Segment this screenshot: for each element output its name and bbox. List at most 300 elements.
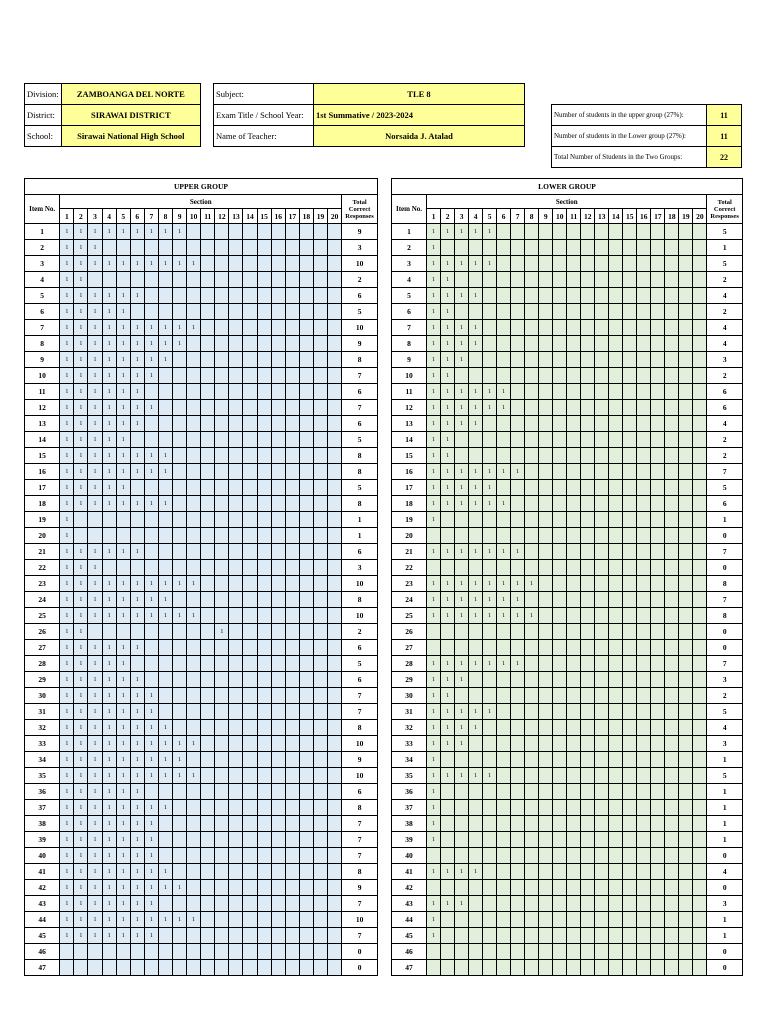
response-mark: 1 [116, 736, 130, 752]
item-number: 24 [392, 592, 427, 608]
total-correct: 4 [707, 288, 743, 304]
item-row [392, 448, 743, 464]
response-cell [328, 240, 342, 256]
response-mark: 1 [158, 800, 172, 816]
response-cell [553, 896, 567, 912]
response-cell [665, 544, 679, 560]
response-cell [497, 672, 511, 688]
response-mark: 1 [427, 672, 441, 688]
response-cell [679, 512, 693, 528]
section-number: 10 [553, 209, 567, 224]
response-cell [144, 560, 158, 576]
response-mark: 1 [427, 592, 441, 608]
response-cell [553, 576, 567, 592]
response-cell [497, 560, 511, 576]
response-cell [637, 368, 651, 384]
response-cell [483, 688, 497, 704]
response-cell [455, 928, 469, 944]
response-mark: 1 [144, 496, 158, 512]
response-cell [637, 864, 651, 880]
item-row [392, 560, 743, 576]
response-mark: 1 [130, 320, 144, 336]
response-cell [187, 304, 201, 320]
response-cell [285, 352, 299, 368]
response-cell [271, 368, 285, 384]
response-cell [595, 240, 609, 256]
item-number: 32 [25, 720, 60, 736]
school-value: Sirawai National High School [61, 126, 200, 147]
response-cell [679, 288, 693, 304]
response-cell [158, 640, 172, 656]
response-cell [299, 864, 313, 880]
response-cell [271, 384, 285, 400]
response-cell [609, 928, 623, 944]
response-mark: 1 [116, 864, 130, 880]
response-cell [637, 496, 651, 512]
response-mark: 1 [427, 448, 441, 464]
response-cell [511, 816, 525, 832]
response-cell [497, 432, 511, 448]
response-cell [609, 816, 623, 832]
response-mark: 1 [158, 880, 172, 896]
response-cell [427, 560, 441, 576]
response-mark: 1 [102, 912, 116, 928]
response-cell [257, 352, 271, 368]
response-mark: 1 [483, 704, 497, 720]
teacher-row [214, 126, 525, 147]
item-no-header: Item No. [392, 195, 427, 224]
response-cell [299, 816, 313, 832]
item-number: 44 [392, 912, 427, 928]
response-mark: 1 [74, 896, 88, 912]
response-cell [497, 352, 511, 368]
response-mark: 1 [60, 768, 74, 784]
response-cell [130, 960, 144, 976]
response-mark: 1 [455, 720, 469, 736]
response-cell [581, 704, 595, 720]
response-cell [497, 928, 511, 944]
response-cell [665, 496, 679, 512]
response-mark: 1 [130, 640, 144, 656]
response-cell [567, 736, 581, 752]
response-mark: 1 [60, 464, 74, 480]
response-cell [243, 400, 257, 416]
response-mark: 1 [116, 384, 130, 400]
total-correct: 10 [342, 608, 378, 624]
response-cell [553, 496, 567, 512]
response-cell [158, 368, 172, 384]
total-correct: 7 [342, 816, 378, 832]
response-cell [313, 736, 327, 752]
total-correct: 3 [707, 896, 743, 912]
total-correct: 3 [707, 352, 743, 368]
response-cell [679, 224, 693, 240]
response-cell [553, 480, 567, 496]
response-cell [483, 880, 497, 896]
response-cell [581, 912, 595, 928]
response-cell [525, 368, 539, 384]
response-cell [581, 768, 595, 784]
response-mark: 1 [102, 496, 116, 512]
response-cell [313, 640, 327, 656]
response-cell [328, 528, 342, 544]
response-cell [609, 576, 623, 592]
response-cell [215, 432, 229, 448]
response-cell [567, 256, 581, 272]
response-cell [455, 560, 469, 576]
response-cell [581, 688, 595, 704]
response-cell [511, 336, 525, 352]
response-cell [539, 400, 553, 416]
item-number: 42 [392, 880, 427, 896]
response-cell [74, 528, 88, 544]
response-cell [285, 656, 299, 672]
response-cell [229, 224, 243, 240]
response-cell [595, 624, 609, 640]
response-cell [201, 928, 215, 944]
response-mark: 1 [483, 576, 497, 592]
item-number: 18 [25, 496, 60, 512]
exam-value: 1st Summative / 2023-2024 [314, 105, 525, 126]
response-cell [299, 640, 313, 656]
response-cell [158, 480, 172, 496]
response-cell [130, 240, 144, 256]
response-cell [665, 912, 679, 928]
total-correct: 6 [342, 672, 378, 688]
response-cell [455, 528, 469, 544]
response-mark: 1 [427, 416, 441, 432]
response-cell [469, 624, 483, 640]
response-cell [313, 768, 327, 784]
response-cell [553, 864, 567, 880]
response-mark: 1 [74, 656, 88, 672]
response-cell [525, 624, 539, 640]
response-cell [497, 768, 511, 784]
response-mark: 1 [116, 608, 130, 624]
response-cell [567, 800, 581, 816]
response-cell [637, 752, 651, 768]
item-number: 8 [392, 336, 427, 352]
item-number: 12 [25, 400, 60, 416]
response-cell [483, 416, 497, 432]
response-cell [609, 640, 623, 656]
response-mark: 1 [469, 400, 483, 416]
response-mark: 1 [144, 608, 158, 624]
response-mark: 1 [441, 448, 455, 464]
response-cell [539, 544, 553, 560]
total-correct: 6 [342, 384, 378, 400]
total-correct: 2 [342, 272, 378, 288]
response-cell [567, 560, 581, 576]
response-cell [271, 640, 285, 656]
response-cell [679, 480, 693, 496]
response-mark: 1 [116, 704, 130, 720]
item-number: 36 [392, 784, 427, 800]
response-cell [539, 928, 553, 944]
response-cell [497, 752, 511, 768]
total-correct: 6 [707, 384, 743, 400]
response-cell [651, 496, 665, 512]
response-mark: 1 [427, 912, 441, 928]
response-cell [313, 320, 327, 336]
response-cell [553, 512, 567, 528]
response-mark: 1 [102, 800, 116, 816]
response-cell [665, 224, 679, 240]
total-correct: 3 [707, 736, 743, 752]
response-cell [637, 912, 651, 928]
response-cell [285, 416, 299, 432]
response-mark: 1 [60, 448, 74, 464]
response-cell [637, 704, 651, 720]
response-mark: 1 [173, 608, 187, 624]
response-mark: 1 [130, 336, 144, 352]
response-cell [665, 960, 679, 976]
response-cell [313, 368, 327, 384]
response-mark: 1 [102, 608, 116, 624]
response-mark: 1 [441, 608, 455, 624]
response-cell [623, 304, 637, 320]
response-cell [130, 560, 144, 576]
item-number: 38 [25, 816, 60, 832]
response-mark: 1 [427, 768, 441, 784]
response-cell [665, 416, 679, 432]
response-cell [441, 848, 455, 864]
response-cell [497, 624, 511, 640]
response-cell [285, 576, 299, 592]
response-mark: 1 [116, 848, 130, 864]
response-cell [173, 528, 187, 544]
response-cell [623, 688, 637, 704]
response-cell [483, 512, 497, 528]
response-mark: 1 [60, 624, 74, 640]
response-cell [553, 704, 567, 720]
response-cell [257, 464, 271, 480]
response-cell [173, 896, 187, 912]
item-row [25, 528, 378, 544]
response-cell [693, 864, 707, 880]
response-mark: 1 [483, 544, 497, 560]
item-row [25, 544, 378, 560]
response-cell [595, 736, 609, 752]
response-mark: 1 [130, 752, 144, 768]
response-mark: 1 [102, 784, 116, 800]
response-cell [285, 592, 299, 608]
response-cell [553, 528, 567, 544]
item-row [392, 256, 743, 272]
response-cell [271, 688, 285, 704]
response-cell [215, 320, 229, 336]
response-cell [497, 704, 511, 720]
response-cell [665, 352, 679, 368]
response-cell [525, 448, 539, 464]
response-mark: 1 [427, 480, 441, 496]
response-cell [567, 848, 581, 864]
item-number: 35 [392, 768, 427, 784]
response-cell [679, 896, 693, 912]
response-cell [328, 368, 342, 384]
response-cell [497, 224, 511, 240]
total-correct: 1 [707, 240, 743, 256]
section-number: 5 [116, 209, 130, 224]
response-cell [595, 368, 609, 384]
total-correct: 5 [342, 304, 378, 320]
response-cell [201, 288, 215, 304]
response-cell [693, 848, 707, 864]
item-row [392, 832, 743, 848]
response-mark: 1 [441, 352, 455, 368]
response-cell [679, 544, 693, 560]
response-cell [581, 816, 595, 832]
response-cell [483, 800, 497, 816]
response-cell [525, 864, 539, 880]
item-row [392, 768, 743, 784]
total-correct: 7 [707, 592, 743, 608]
response-mark: 1 [144, 768, 158, 784]
response-cell [567, 640, 581, 656]
response-mark: 1 [74, 912, 88, 928]
response-cell [285, 720, 299, 736]
response-cell [74, 960, 88, 976]
response-cell [679, 320, 693, 336]
total-correct: 0 [342, 960, 378, 976]
response-cell [271, 816, 285, 832]
response-cell [637, 336, 651, 352]
item-number: 14 [25, 432, 60, 448]
response-mark: 1 [511, 544, 525, 560]
response-cell [651, 752, 665, 768]
response-mark: 1 [441, 896, 455, 912]
response-mark: 1 [455, 464, 469, 480]
response-mark: 1 [427, 432, 441, 448]
response-cell [567, 752, 581, 768]
response-cell [285, 400, 299, 416]
response-cell [511, 800, 525, 816]
response-cell [201, 512, 215, 528]
response-mark: 1 [116, 496, 130, 512]
response-mark: 1 [88, 240, 102, 256]
item-row [25, 448, 378, 464]
section-number: 20 [693, 209, 707, 224]
response-cell [243, 768, 257, 784]
response-cell [567, 624, 581, 640]
item-row [392, 608, 743, 624]
response-cell [313, 544, 327, 560]
response-cell [525, 272, 539, 288]
total-correct: 7 [342, 368, 378, 384]
response-cell [229, 368, 243, 384]
response-cell [679, 672, 693, 688]
response-cell [595, 912, 609, 928]
response-cell [243, 928, 257, 944]
upper-count-label: Number of students in the upper group (27%): [552, 105, 707, 126]
response-cell [299, 736, 313, 752]
response-cell [328, 704, 342, 720]
response-cell [243, 368, 257, 384]
upper-group-table [24, 178, 378, 976]
response-cell [637, 544, 651, 560]
response-mark: 1 [88, 320, 102, 336]
response-cell [271, 960, 285, 976]
response-cell [469, 448, 483, 464]
response-cell [299, 320, 313, 336]
response-mark: 1 [74, 400, 88, 416]
response-cell [497, 944, 511, 960]
response-cell [595, 960, 609, 976]
response-cell [257, 928, 271, 944]
response-cell [609, 256, 623, 272]
response-mark: 1 [60, 400, 74, 416]
response-cell [581, 896, 595, 912]
section-number: 11 [201, 209, 215, 224]
lower-count-value: 11 [707, 126, 742, 147]
response-mark: 1 [102, 576, 116, 592]
response-cell [144, 960, 158, 976]
response-cell [187, 880, 201, 896]
response-cell [455, 448, 469, 464]
response-cell [243, 432, 257, 448]
response-cell [693, 720, 707, 736]
section-number: 12 [215, 209, 229, 224]
response-cell [609, 704, 623, 720]
response-cell [299, 848, 313, 864]
response-cell [187, 480, 201, 496]
response-cell [215, 256, 229, 272]
response-cell [271, 752, 285, 768]
response-cell [525, 384, 539, 400]
response-cell [595, 656, 609, 672]
response-cell [201, 848, 215, 864]
response-cell [679, 352, 693, 368]
item-number: 11 [392, 384, 427, 400]
section-number: 4 [469, 209, 483, 224]
response-mark: 1 [130, 224, 144, 240]
response-mark: 1 [60, 272, 74, 288]
response-cell [257, 224, 271, 240]
teacher-label: Name of Teacher: [214, 126, 314, 147]
response-cell [651, 912, 665, 928]
response-cell [328, 256, 342, 272]
response-cell [693, 256, 707, 272]
section-row [25, 195, 378, 209]
response-cell [215, 224, 229, 240]
response-mark: 1 [441, 496, 455, 512]
response-cell [187, 672, 201, 688]
item-number: 6 [25, 304, 60, 320]
response-cell [313, 512, 327, 528]
response-cell [271, 544, 285, 560]
response-cell [158, 528, 172, 544]
response-mark: 1 [144, 832, 158, 848]
school-row [25, 126, 201, 147]
title-row [25, 179, 378, 195]
response-cell [257, 528, 271, 544]
response-cell [595, 512, 609, 528]
response-cell [679, 496, 693, 512]
item-row [25, 896, 378, 912]
response-cell [285, 832, 299, 848]
response-cell [693, 592, 707, 608]
response-cell [623, 240, 637, 256]
response-cell [525, 560, 539, 576]
response-cell [257, 240, 271, 256]
response-mark: 1 [158, 768, 172, 784]
response-cell [158, 832, 172, 848]
item-row [25, 592, 378, 608]
total-correct: 0 [707, 960, 743, 976]
response-cell [144, 288, 158, 304]
response-cell [299, 624, 313, 640]
response-cell [553, 944, 567, 960]
